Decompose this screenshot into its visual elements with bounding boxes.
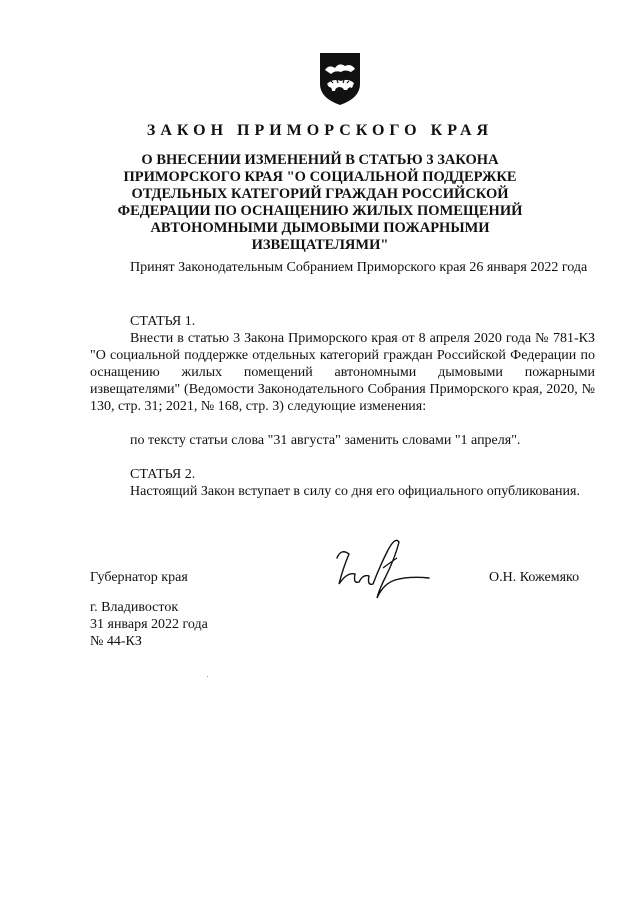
article-2-heading: СТАТЬЯ 2. bbox=[130, 467, 196, 482]
law-number: № 44-КЗ bbox=[90, 634, 142, 649]
article-1-heading: СТАТЬЯ 1. bbox=[130, 314, 196, 329]
signing-city: г. Владивосток bbox=[90, 600, 179, 615]
article-1-text: Внести в статью 3 Закона Приморского края от 8 апреля 2020 года № 781-КЗ "О социальной поддержке отдельных категорий граждан Российской Федерации по оснащению жилых помещений автономными дымовыми пожарными извещателями" (Ведомости Законодательного Собрания Приморского края, 2020, № 130, стр. 31; 2021, № 168, стр. 3) следующие изменения: bbox=[90, 331, 595, 414]
adoption-note: Принят Законодательным Собранием Приморского края 26 января 2022 года bbox=[130, 260, 588, 275]
governor-name: О.Н. Кожемяко bbox=[489, 570, 580, 585]
governor-position: Губернатор края bbox=[90, 570, 188, 585]
law-subtitle: О ВНЕСЕНИИ ИЗМЕНЕНИЙ В СТАТЬЮ 3 ЗАКОНА ПРИМОРСКОГО КРАЯ "О СОЦИАЛЬНОЙ ПОДДЕРЖКЕ ОТДЕЛЬНЫХ КАТЕГОРИЙ ГРАЖДАН РОССИЙСКОЙ ФЕДЕРАЦИИ ПО ОСНАЩЕНИЮ ЖИЛЫХ ПОМЕЩЕНИЙ АВТОНОМНЫМИ ДЫМОВЫМИ ПОЖАРНЫМИ ИЗВЕЩАТЕЛЯМИ" bbox=[117, 152, 523, 253]
law-title: ЗАКОН ПРИМОРСКОГО КРАЯ bbox=[146, 122, 494, 139]
scan-speck bbox=[207, 676, 208, 677]
signing-date: 31 января 2022 года bbox=[90, 617, 208, 632]
handwritten-signature-icon bbox=[325, 528, 435, 604]
article-1-change: по тексту статьи слова "31 августа" заменить словами "1 апреля". bbox=[130, 433, 521, 448]
coat-of-arms-icon bbox=[317, 50, 363, 108]
article-2-text: Настоящий Закон вступает в силу со дня его официального опубликования. bbox=[130, 484, 580, 499]
